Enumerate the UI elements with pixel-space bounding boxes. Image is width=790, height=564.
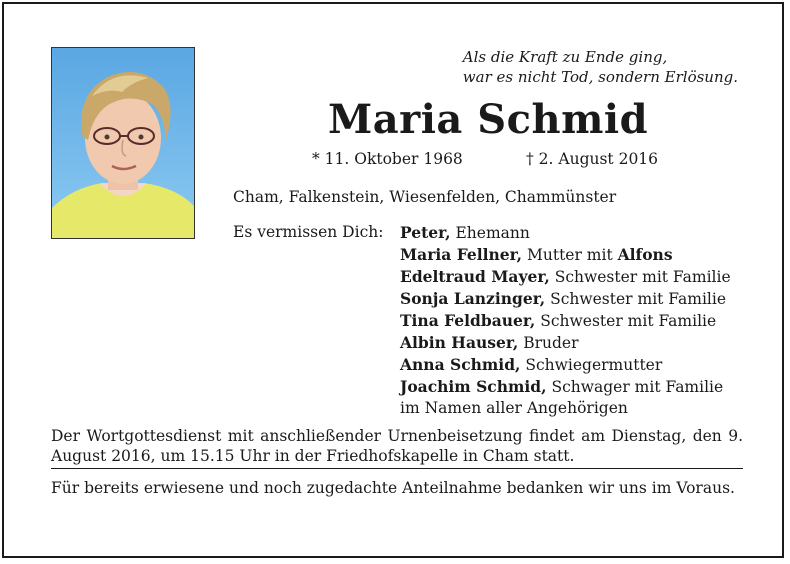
obituary-notice — [2, 2, 784, 558]
mourner-extra: Alfons — [617, 245, 673, 264]
thanks-note: Für bereits erwiesene und noch zugedachte Anteilnahme bedanken wir uns im Voraus. — [51, 479, 735, 497]
deceased-name: Maria Schmid — [327, 96, 649, 143]
list-item — [400, 222, 731, 244]
mourner-name: Tina Feldbauer, — [400, 311, 536, 330]
mourner-relation: Bruder — [518, 334, 579, 352]
mourner-name: Maria Fellner, — [400, 245, 523, 264]
mourner-relation: Schwester mit Familie — [549, 268, 731, 286]
epitaph-quote — [463, 47, 738, 87]
list-item — [400, 310, 731, 332]
places-line: Cham, Falkenstein, Wiesenfelden, Chammünster — [233, 188, 617, 206]
list-item — [400, 332, 731, 354]
divider — [51, 468, 743, 469]
list-item — [400, 354, 731, 376]
list-item — [400, 266, 731, 288]
mourners-list — [400, 222, 731, 419]
quote-line-1: Als die Kraft zu Ende ging, — [462, 48, 668, 66]
mourners-closing: im Namen aller Angehörigen — [400, 399, 628, 417]
service-announcement: Der Wortgottesdienst mit anschließender Urnenbeisetzung findet am Dienstag, den 9. August 2016, um 15.15 Uhr in der Friedhofskapelle in Cham statt. — [51, 427, 743, 465]
mourner-name: Peter, — [400, 223, 451, 242]
list-item — [400, 376, 731, 398]
mourner-name: Anna Schmid, — [400, 355, 521, 374]
mourner-relation: Schwester mit Familie — [535, 312, 717, 330]
mourner-name: Sonja Lanzinger, — [400, 289, 546, 308]
list-item — [400, 244, 731, 266]
list-item — [400, 288, 731, 310]
quote-line-2: war es nicht Tod, sondern Erlösung. — [462, 68, 738, 86]
mourner-name: Albin Hauser, — [400, 333, 519, 352]
portrait-illustration — [52, 48, 194, 238]
mourner-relation: Mutter mit — [522, 246, 618, 264]
mourners-label: Es vermissen Dich: — [233, 223, 384, 241]
mourner-name: Edeltraud Mayer, — [400, 267, 550, 286]
portrait-photo — [51, 47, 195, 239]
mourner-relation: Schwester mit Familie — [545, 290, 726, 308]
mourner-relation: Schwager mit Familie — [546, 378, 724, 396]
mourner-name: Joachim Schmid, — [400, 377, 547, 396]
birth-date: * 11. Oktober 1968 — [312, 150, 463, 168]
death-date: † 2. August 2016 — [526, 150, 659, 168]
mourner-relation: Schwiegermutter — [520, 356, 663, 374]
mourner-relation: Ehemann — [450, 224, 530, 242]
